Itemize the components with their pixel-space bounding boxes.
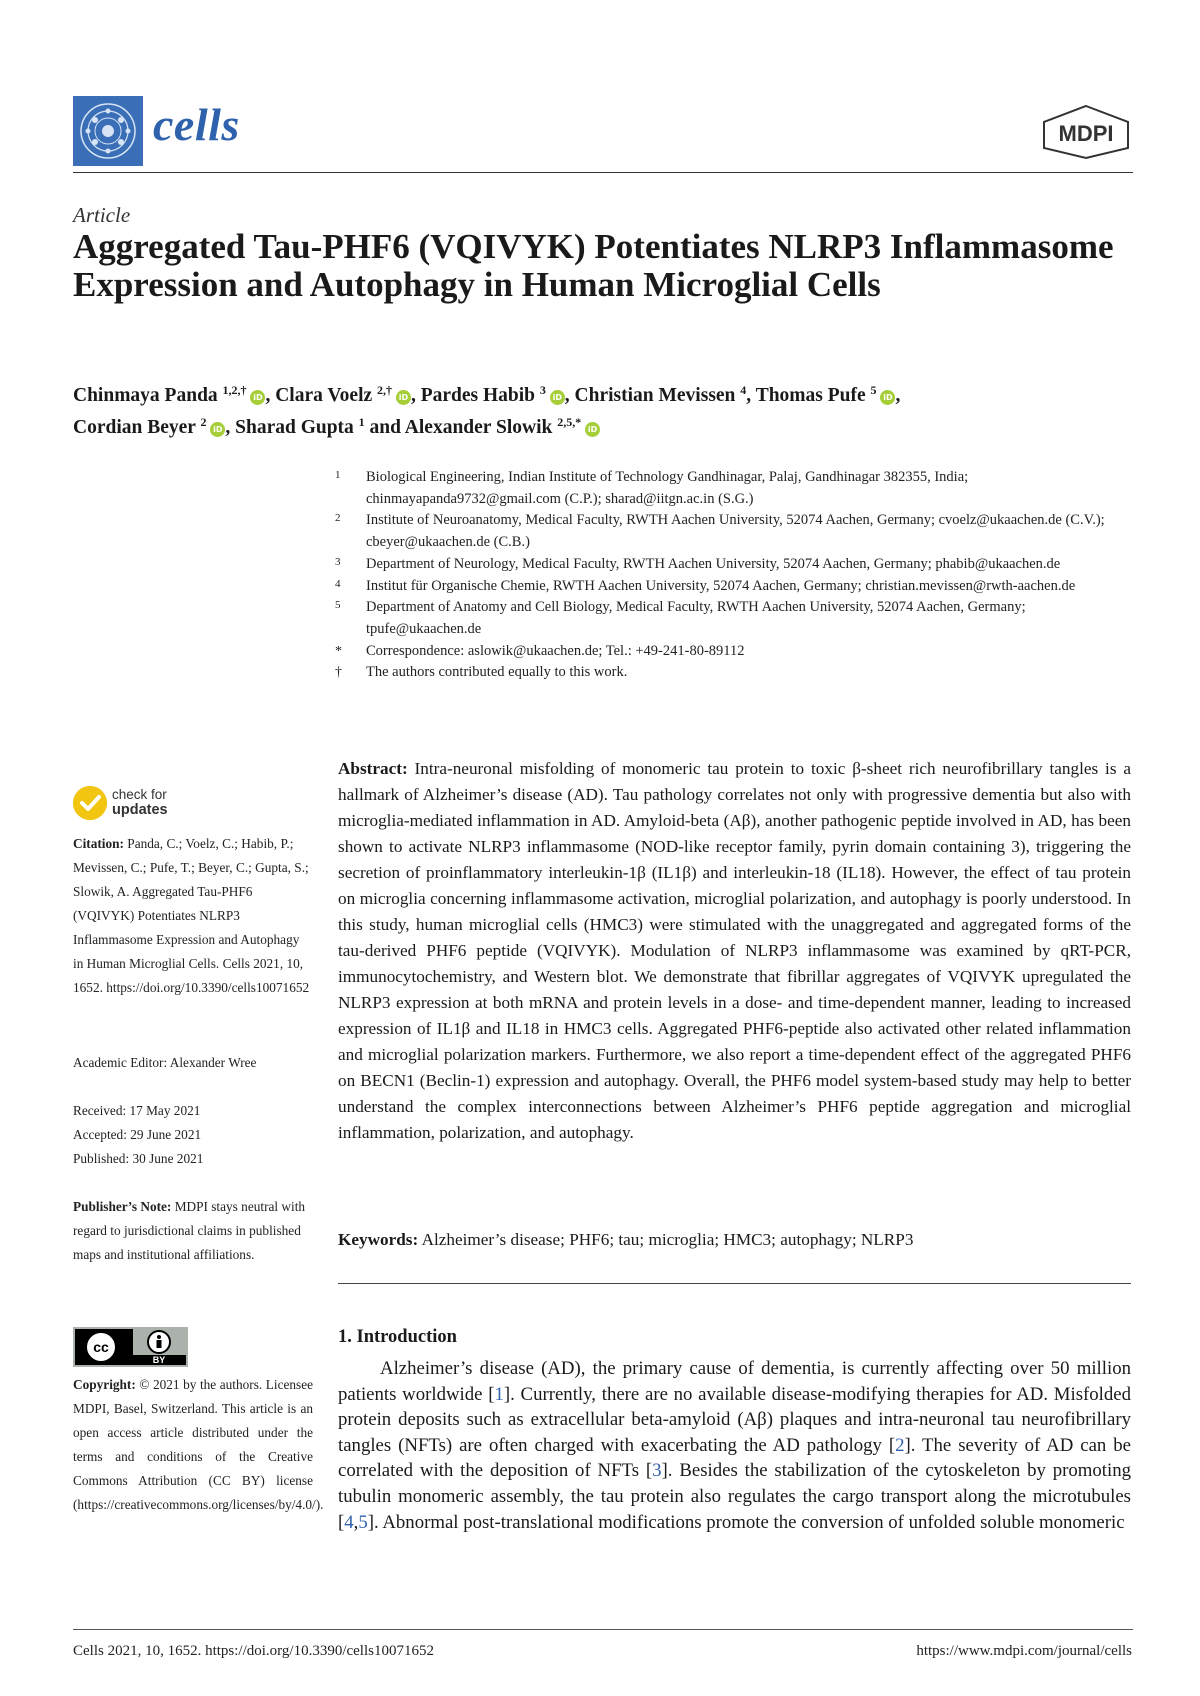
keywords (338, 1227, 1131, 1253)
affiliation-item (335, 597, 1125, 640)
affiliation-text: Institut für Organische Chemie, RWTH Aachen University, 52074 Aachen, Germany; christian.mevissen@rwth-aachen.de (366, 577, 1076, 594)
affiliation-text: Department of Neurology, Medical Faculty, RWTH Aachen University, 52074 Aachen, Germany; phabib@ukaachen.de (366, 555, 1061, 572)
received-date: Received: 17 May 2021 (73, 1103, 201, 1118)
author-affiliation-marker: 3 (539, 383, 546, 397)
header-divider (73, 172, 1133, 173)
affiliation-item (335, 554, 1125, 576)
check-updates-line1: check for (112, 787, 167, 802)
check-for-updates-icon[interactable] (73, 786, 107, 820)
orcid-icon[interactable]: iD (550, 390, 565, 405)
affiliation-item (335, 576, 1125, 598)
introduction-heading: 1. Introduction (338, 1327, 457, 1347)
journal-name: cells (153, 99, 240, 150)
author-name: Chinmaya Panda (73, 385, 223, 406)
orcid-icon[interactable]: iD (880, 390, 895, 405)
affiliation-item (335, 510, 1125, 553)
reference-link[interactable]: 5 (358, 1511, 368, 1533)
affiliation-item (335, 467, 1125, 510)
check-for-updates-label[interactable] (112, 788, 168, 817)
abstract-text: Intra-neuronal misfolding of monomeric tau protein to toxic β-sheet rich neurofibrillary tangles is a hallmark of Alzheimer’s disease (AD). Tau pathology correlates not only with progressive dementia but also with microglia-mediated inflammation in AD. Amyloid-beta (Aβ), another pathogenic peptide involved in AD, has been shown to activate NLRP3 inflammasome (NOD-like receptor family, pyrin domain containing 3), triggering the secretion of proinflammatory interleukin-1β (IL1β) and interleukin-18 (IL18). However, the effect of tau protein on microglia concerning inflammasome activation, microglial polarization, and autophagy is poorly understood. In this study, human microglial cells (HMC3) were stimulated with the unaggregated and aggregated forms of the tau-derived PHF6 peptide (VQIVYK). Modulation of NLRP3 inflammasome was examined by qRT-PCR, immunocytochemistry, and Western blot. We demonstrate that fibrillar aggregates of VQIVYK upregulated the NLRP3 expression at both mRNA and protein levels in a dose- and time-dependent manner, leading to increased expression of IL1β and IL18 in HMC3 cells. Aggregated PHF6-peptide also activated other related inflammation and microglial polarization markers. Furthermore, we also report a time-dependent effect of the aggregated PHF6 on BECN1 (Beclin-1) expression and autophagy. Overall, the PHF6 model system-based study may help to better understand the complex interconnections between Alzheimer’s PHF6 peptide aggregation and microglial inflammation, polarization, and autophagy. (338, 759, 1131, 1142)
academic-editor: Academic Editor: Alexander Wree (73, 1055, 257, 1070)
footer-citation: Cells 2021, 10, 1652. https://doi.org/10.3390/cells10071652 (73, 1643, 434, 1659)
published-date: Published: 30 June 2021 (73, 1151, 204, 1166)
orcid-icon[interactable]: iD (585, 422, 600, 437)
publication-dates (73, 1099, 313, 1171)
affiliation-item (335, 641, 1125, 663)
introduction-text: ]. Currently, there are no available disease-modifying therapies for AD. Misfolded protein deposits such as extracellular beta-amyloid (Aβ) plaques and intra-neuronal tau neurofibrillary tangles (NFTs) are often charged with exacerbating the AD pathology [ (338, 1383, 1131, 1456)
author-affiliation-marker: 2,† (377, 383, 393, 397)
affiliation-marker: † (335, 665, 342, 681)
article-type: Article (73, 203, 131, 227)
affiliation-marker: 4 (335, 577, 341, 590)
affiliation-text: The authors contributed equally to this work. (366, 664, 628, 681)
copyright-block (73, 1373, 324, 1517)
publisher-note (73, 1195, 313, 1267)
author-name: Cordian Beyer (73, 417, 201, 438)
mdpi-logo-icon (1040, 104, 1132, 160)
abstract-label: Abstract: (338, 759, 408, 778)
affiliation-marker: 5 (335, 599, 341, 612)
reference-link[interactable]: 1 (494, 1383, 504, 1405)
author-name: Sharad Gupta (235, 417, 359, 438)
introduction-text: ]. The severity of AD can be correlated with the deposition of NFTs [ (338, 1434, 1131, 1482)
author-name: Clara Voelz (275, 385, 378, 406)
affiliation-marker: * (335, 643, 342, 659)
introduction-text: , (353, 1511, 359, 1533)
author-affiliation-marker: 2,5,* (557, 415, 582, 429)
author-affiliation-marker: 4 (740, 383, 747, 397)
mdpi-logo-text: MDPI (1058, 121, 1114, 146)
affiliation-marker: 3 (335, 555, 341, 568)
affiliation-text: Correspondence: aslowik@ukaachen.de; Tel.: +49-241-80-89112 (366, 642, 745, 659)
citation-label: Citation: (73, 836, 124, 851)
introduction-paragraph (338, 1356, 1131, 1535)
affiliation-text: Institute of Neuroanatomy, Medical Faculty, RWTH Aachen University, 52074 Aachen, Germany; cvoelz@ukaachen.de (C.V.); cbeyer@ukaachen.de (C.B.) (366, 512, 1105, 551)
citation-block (73, 832, 313, 1000)
author-list: Chinmaya Panda $^{1,2,\dagger}$ iD , Clara Voelz $^{2,\dagger}$ iD , Pardes Habib $^3$ iD , Christian Mevissen $^4$, Thomas Pufe $^5$ iD , Cordian Beyer $^2$ iD , Sharad Gupta $^1$ and Alexander Slowik $^{2,5,*}$ iD (73, 383, 901, 438)
reference-link[interactable]: 2 (895, 1434, 905, 1456)
affiliation-text: Department of Anatomy and Cell Biology, Medical Faculty, RWTH Aachen University, 52074 Aachen, Germany; tpufe@ukaachen.de (366, 599, 1026, 637)
author-affiliation-marker: 1,2,† (222, 383, 247, 397)
affiliations (335, 467, 1125, 684)
orcid-icon[interactable]: iD (396, 390, 411, 405)
affiliation-marker: 1 (335, 469, 341, 481)
abstract (338, 756, 1131, 1146)
copyright-label: Copyright: (73, 1377, 136, 1392)
keywords-label: Keywords: (338, 1230, 419, 1249)
svg-text:cc: cc (93, 1339, 109, 1355)
publisher-note-label: Publisher’s Note: (73, 1199, 172, 1214)
cells-journal-logo-icon (73, 96, 143, 166)
footer-divider (73, 1629, 1133, 1630)
reference-link[interactable]: 4 (344, 1511, 354, 1533)
section-divider (338, 1283, 1131, 1284)
article-title: Aggregated Tau-PHF6 (VQIVYK) Potentiates NLRP3 Inflammasome Expression and Autophagy in Human Microglial Cells (73, 227, 1114, 304)
reference-link[interactable]: 3 (652, 1460, 662, 1482)
publisher-note-text: MDPI stays neutral with regard to jurisdictional claims in published maps and institutional affiliations. (73, 1199, 306, 1262)
author-name: Pardes Habib (420, 385, 540, 406)
footer-journal-link[interactable]: https://www.mdpi.com/journal/cells (916, 1643, 1132, 1659)
author-affiliation-marker: 1 (358, 415, 365, 429)
author-name: Christian Mevissen (574, 385, 741, 406)
author-affiliation-marker: 5 (870, 383, 877, 397)
affiliation-text: Biological Engineering, Indian Institute of Technology Gandhinagar, Palaj, Gandhinagar 382355, India; chinmayapanda9732@gmail.com (C.P.); sharad@iitgn.ac.in (S.G.) (366, 469, 969, 507)
orcid-icon[interactable]: iD (250, 390, 265, 405)
citation-text: Panda, C.; Voelz, C.; Habib, P.; Mevissen, C.; Pufe, T.; Beyer, C.; Gupta, S.; Slowik, A. Aggregated Tau-PHF6 (VQIVYK) Potentiates NLRP3 Inflammasome Expression and Autophagy in Human Microglial Cells. Cells 2021, 10, 1652. https://doi.org/10.3390/cells10071652 (73, 836, 310, 995)
copyright-text: © 2021 by the authors. Licensee MDPI, Basel, Switzerland. This article is an open access article distributed under the terms and conditions of the Creative Commons Attribution (CC BY) license (https://creativecommons.org/licenses/by/4.0/). (73, 1377, 324, 1512)
affiliation-marker: 2 (335, 512, 341, 525)
introduction-text: ]. Besides the stabilization of the cytoskeleton by promoting tubulin monomeric assembly, the tau protein also regulates the cargo transport along the microtubules [ (338, 1460, 1131, 1533)
keywords-text: Alzheimer’s disease; PHF6; tau; microglia; HMC3; autophagy; NLRP3 (421, 1230, 914, 1249)
introduction-text: ]. Abnormal post-translational modifications promote the conversion of unfolded soluble monomeric (367, 1511, 1125, 1533)
orcid-icon[interactable]: iD (210, 422, 225, 437)
cc-by-license-icon[interactable] (73, 1327, 188, 1367)
cc-badge-text: BY (152, 1355, 166, 1365)
author-affiliation-marker: 2 (200, 415, 207, 429)
author-name: Alexander Slowik (404, 417, 558, 438)
accepted-date: Accepted: 29 June 2021 (73, 1127, 202, 1142)
check-updates-line2: updates (112, 801, 168, 818)
author-name: Thomas Pufe (755, 385, 871, 406)
affiliation-item (335, 662, 1125, 684)
introduction-text: Alzheimer’s disease (AD), the primary cause of dementia, is currently affecting over 50 million patients worldwide [ (338, 1358, 1131, 1405)
